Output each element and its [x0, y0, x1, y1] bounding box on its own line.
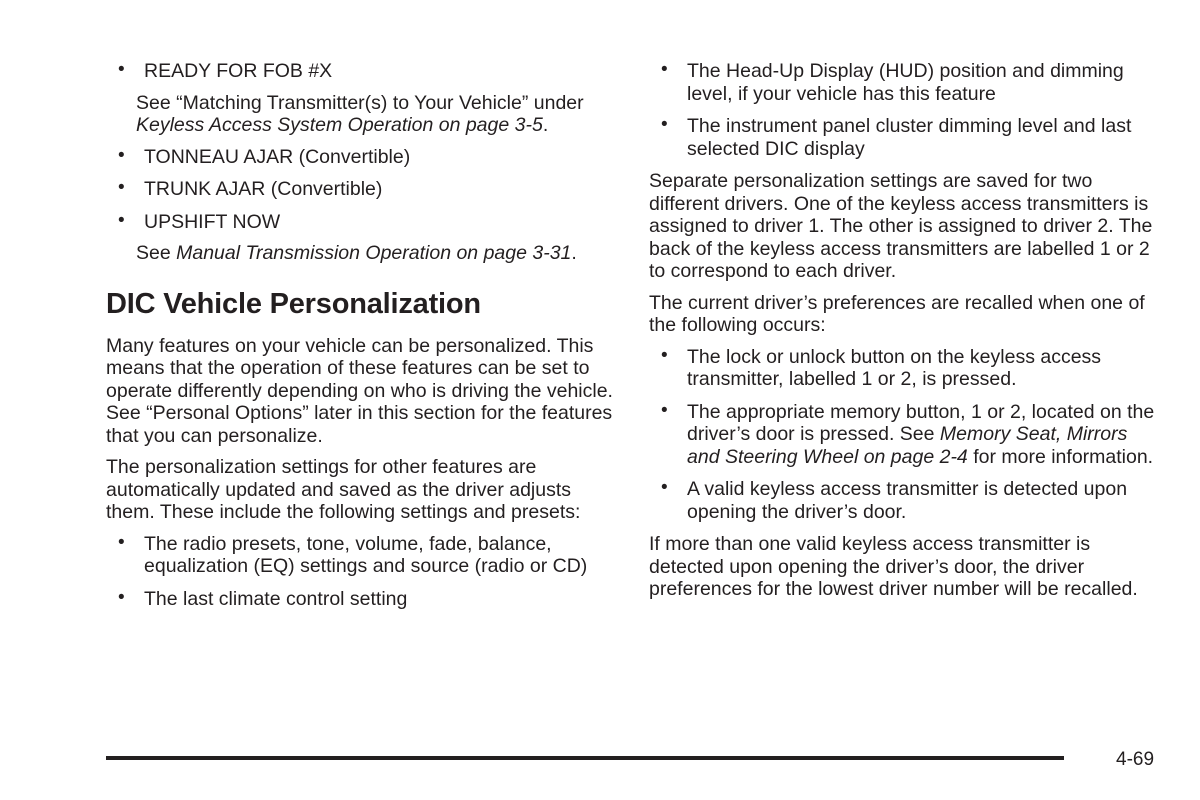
note-text-end: .: [542, 114, 549, 136]
list-item: [106, 533, 616, 578]
bullet-icon: •: [118, 177, 125, 198]
bullet-icon: •: [661, 114, 668, 135]
note-text: See: [136, 242, 177, 264]
list-item-text: The Head-Up Display (HUD) position and dimming level, if your vehicle has this feature: [687, 60, 1124, 105]
paragraph: The personalization settings for other features are automatically updated and saved as the driver adjusts them. These include the following settings and presets:: [106, 456, 581, 523]
bullet-icon: •: [118, 144, 125, 166]
bullet-icon: •: [118, 59, 125, 80]
list-item-text: [687, 401, 1154, 468]
list-item-text: The last climate control setting: [144, 587, 408, 610]
bullet-icon: •: [661, 344, 668, 366]
bullet-icon: •: [661, 59, 668, 80]
list-item-text: TONNEAU AJAR (Convertible): [144, 145, 411, 168]
note-text-end: .: [571, 242, 577, 264]
left-column: [106, 60, 616, 620]
bullet-icon: •: [661, 477, 668, 498]
cross-reference-note: [106, 242, 616, 265]
list-item-text: The instrument panel cluster dimming level and last selected DIC display: [687, 115, 1132, 160]
page-number: 4-69: [1116, 749, 1155, 770]
right-column: [649, 60, 1164, 610]
paragraph: If more than one valid keyless access transmitter is detected upon opening the driver’s door, the driver preferences for the lowest driver number will be recalled.: [649, 533, 1138, 600]
paragraph: Many features on your vehicle can be personalized. This means that the operation of these features can be set to operate differently depending on who is driving the vehicle. See “Personal Options” later in this section for the features that you can personalize.: [106, 334, 613, 447]
bullet-icon: •: [118, 586, 125, 608]
section-heading: DIC Vehicle Personalization: [106, 287, 481, 320]
list-item-text: UPSHIFT NOW: [144, 210, 281, 233]
list-item: [106, 60, 616, 83]
note-text: See “Matching Transmitter(s) to Your Vehicle” under: [136, 91, 584, 114]
paragraph: Separate personalization settings are saved for two different drivers. One of the keyless access transmitters is assigned to driver 1. The other is assigned to driver 2. The back of the keyless access transmitters are labelled 1 or 2 to correspond to each driver.: [649, 170, 1153, 282]
list-item: [649, 478, 1164, 523]
list-item-text: A valid keyless access transmitter is detected upon opening the driver’s door.: [687, 478, 1128, 523]
list-item: [649, 115, 1164, 160]
list-item: [106, 178, 616, 201]
list-item: [106, 211, 616, 234]
list-item-text-plain: The appropriate memory button, 1 or 2, located on the driver’s door is pressed. See: [687, 400, 1155, 445]
page-reference: Manual Transmission Operation on page 3-31: [176, 242, 572, 264]
page-reference: Keyless Access System Operation on page 3-5: [136, 114, 543, 136]
paragraph: The current driver’s preferences are recalled when one of the following occurs:: [649, 291, 1145, 336]
list-item: [106, 146, 616, 169]
bullet-icon: •: [118, 209, 125, 231]
list-item: [106, 588, 616, 611]
list-item: [649, 346, 1164, 391]
bullet-icon: •: [661, 399, 668, 421]
list-item-text: The radio presets, tone, volume, fade, balance, equalization (EQ) settings and source (radio or CD): [144, 532, 588, 577]
footer-rule: [106, 756, 1064, 760]
list-item-text: TRUNK AJAR (Convertible): [144, 178, 383, 200]
list-item-text: READY FOR FOB #X: [144, 60, 333, 82]
list-item: [649, 60, 1164, 105]
cross-reference-note: [106, 92, 616, 137]
list-item: [649, 401, 1164, 469]
bullet-icon: •: [118, 531, 125, 553]
page-reference: Memory Seat, Mirrors and Steering Wheel on page 2-4: [687, 423, 1128, 468]
list-item-text-end: for more information.: [967, 445, 1154, 468]
list-item-text: The lock or unlock button on the keyless access transmitter, labelled 1 or 2, is pressed.: [687, 345, 1102, 390]
